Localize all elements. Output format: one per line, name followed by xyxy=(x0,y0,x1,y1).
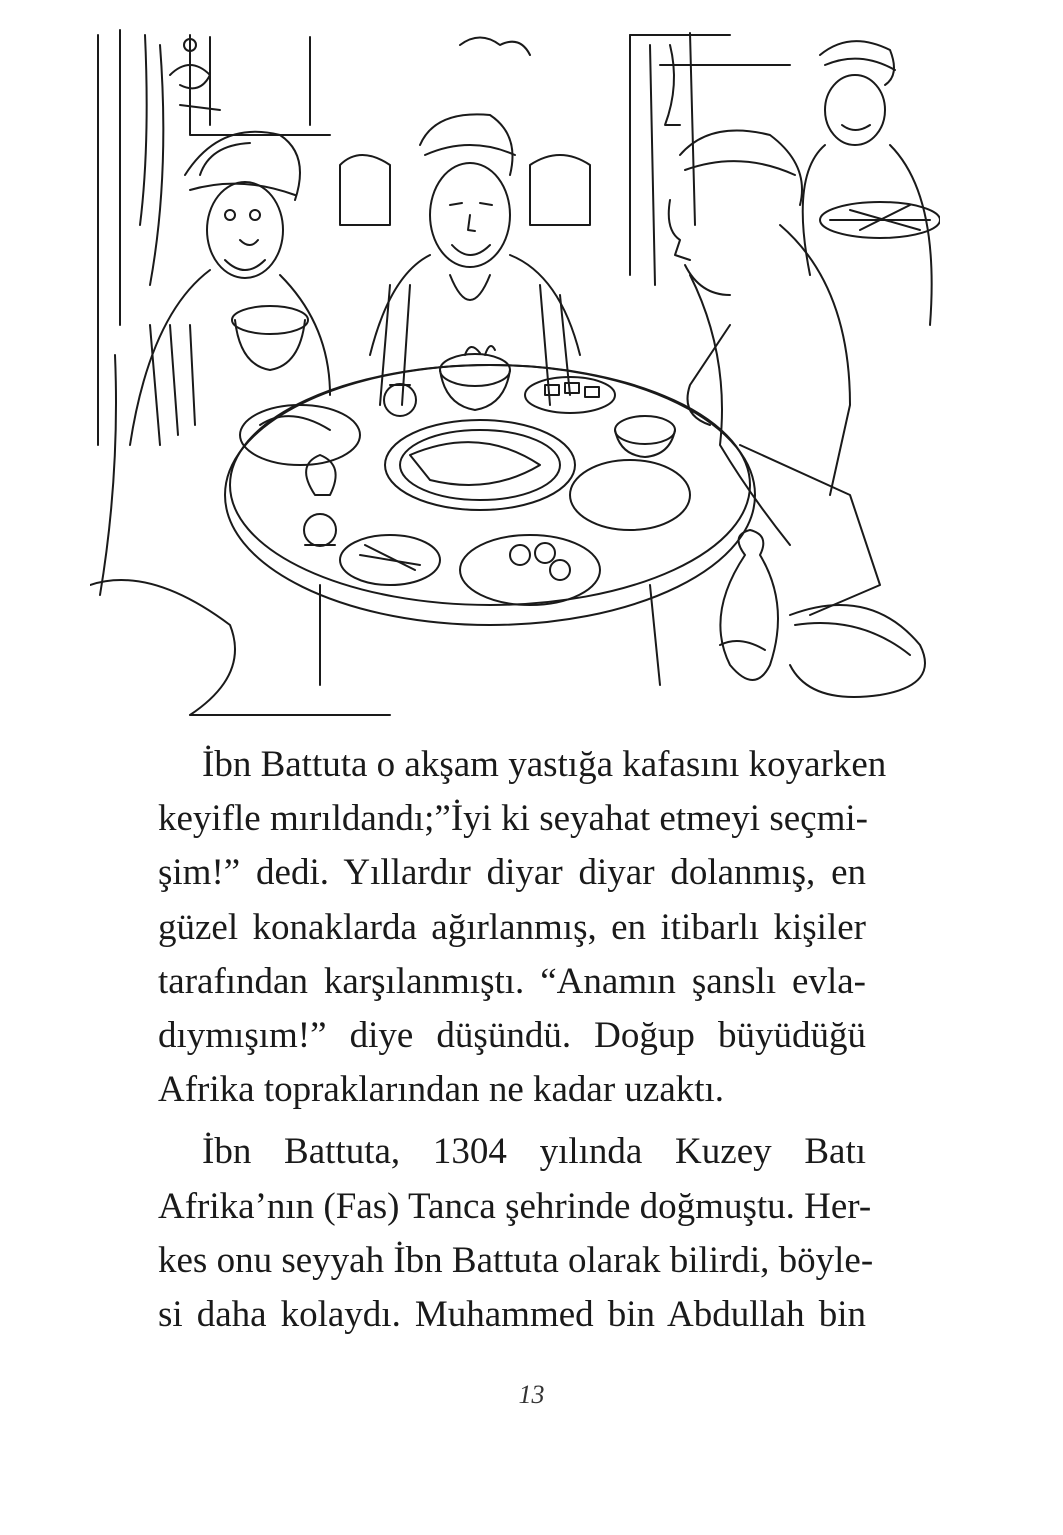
text-line: İbn Battuta, 1304 yılında Kuzey Batı xyxy=(202,1131,866,1173)
text-line: tarafından karşılanmıştı. “Anamın şanslı evla- xyxy=(158,960,866,1002)
vase xyxy=(90,530,925,715)
text-line: kes onu seyyah İbn Battuta olarak bilirdi, böyle- xyxy=(158,1239,874,1281)
table-with-dishes xyxy=(225,346,755,685)
page-number: 13 xyxy=(518,1380,545,1409)
text-line: keyifle mırıldandı;”İyi ki seyahat etmeyi seçmi- xyxy=(158,798,868,840)
story-text xyxy=(158,738,887,1342)
text-line: Afrika’nın (Fas) Tanca şehrinde doğmuştu. Her- xyxy=(158,1185,872,1227)
left-man xyxy=(100,132,330,595)
text-line: şim!” dedi. Yıllardır diyar diyar dolanmış, en xyxy=(158,852,866,894)
text-line: İbn Battuta o akşam yastığa kafasını koyarken xyxy=(202,744,887,785)
text-line: güzel konaklarda ağırlanmış, en itibarlı kişiler xyxy=(158,906,866,948)
wall-calligraphy xyxy=(170,38,680,226)
right-old-man xyxy=(669,131,880,616)
paragraph-2 xyxy=(158,1125,874,1342)
center-man xyxy=(370,114,580,405)
text-line: dıymışım!” diye düşündü. Doğup büyüdüğü xyxy=(158,1014,866,1056)
servant xyxy=(803,41,940,325)
text-line: Afrika topraklarından ne kadar uzaktı. xyxy=(158,1069,725,1111)
paragraph-1 xyxy=(158,738,887,1117)
feast-illustration xyxy=(90,25,940,725)
text-line: si daha kolaydı. Muhammed bin Abdullah bin xyxy=(158,1293,866,1335)
